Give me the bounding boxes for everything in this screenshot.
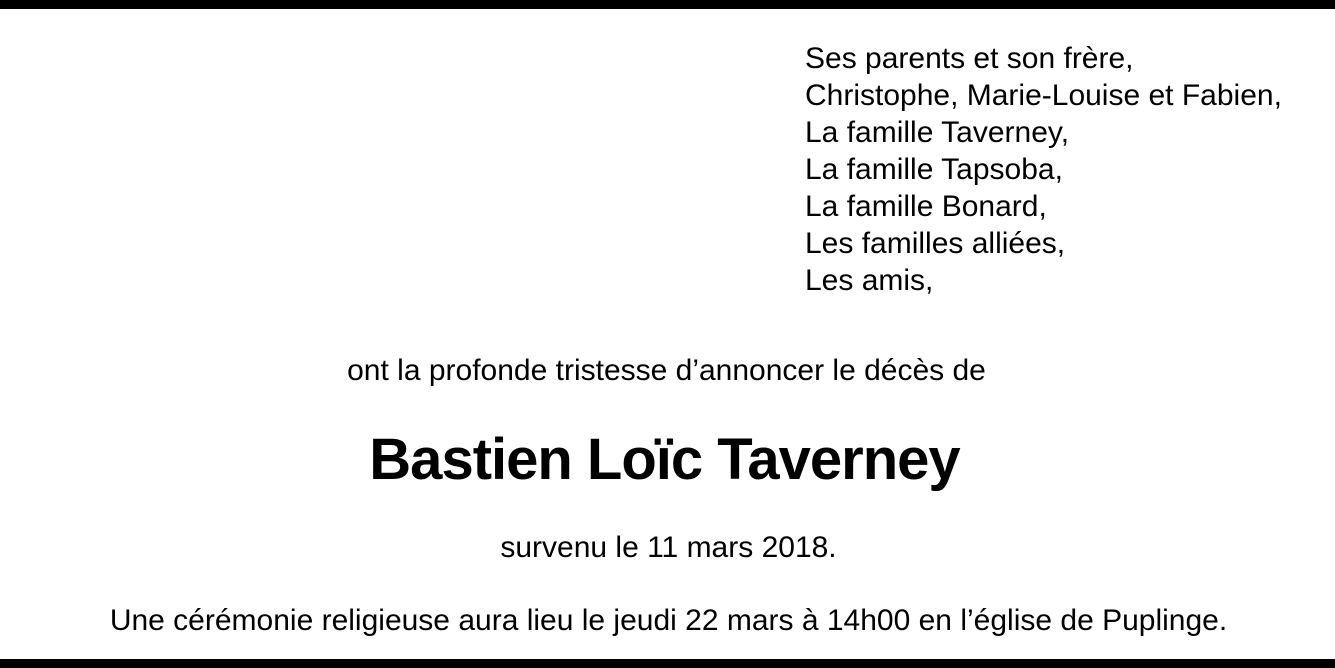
deceased-name: Bastien Loïc Taverney — [369, 427, 960, 492]
family-line-siblings: Christophe, Marie-Louise et Fabien, — [805, 79, 1282, 112]
family-line-allied: Les familles alliées, — [805, 227, 1066, 260]
family-line-taverney: La famille Taverney, — [805, 116, 1070, 149]
date-of-death: survenu le 11 mars 2018. — [500, 531, 837, 564]
bottom-border-rule — [0, 659, 1335, 668]
family-line-friends: Les amis, — [805, 264, 934, 297]
family-line-bonard: La famille Bonard, — [805, 190, 1047, 223]
top-border-rule — [0, 0, 1335, 9]
family-line-parents: Ses parents et son frère, — [805, 42, 1134, 75]
announcement-text: ont la profonde tristesse d’annoncer le décès de — [347, 354, 986, 387]
family-line-tapsoba: La famille Tapsoba, — [805, 153, 1063, 186]
family-list — [805, 40, 1282, 299]
ceremony-details: Une cérémonie religieuse aura lieu le jeudi 22 mars à 14h00 en l’église de Puplinge. — [109, 604, 1228, 637]
